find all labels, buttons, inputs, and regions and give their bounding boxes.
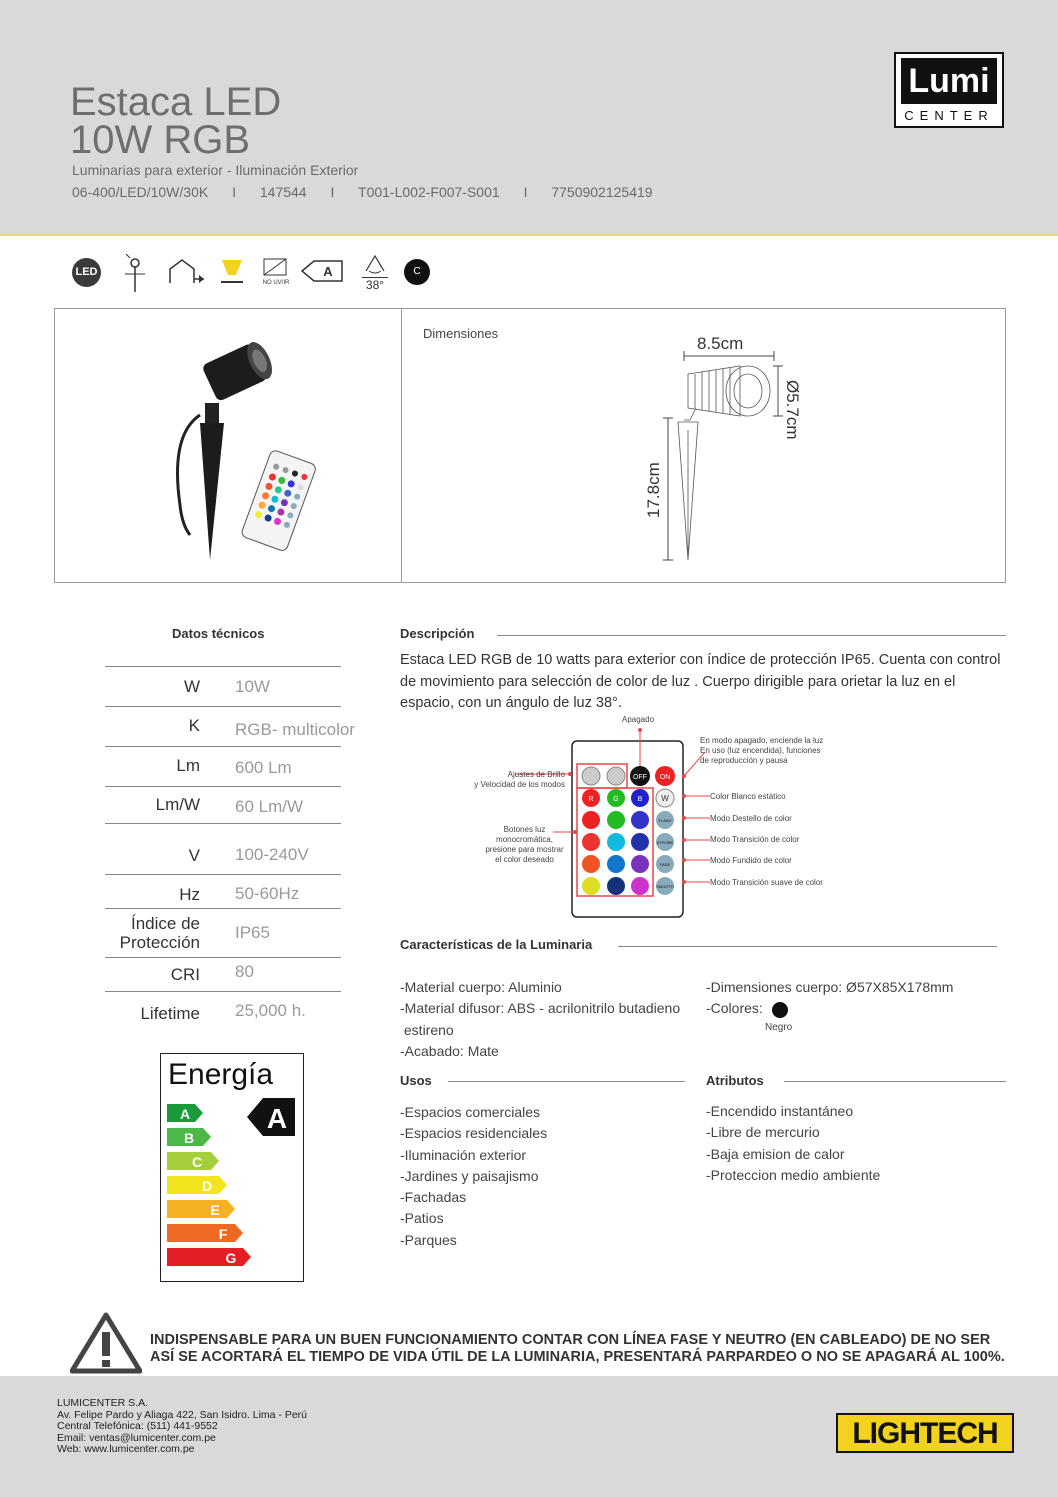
energy-class-label: D	[201, 1178, 213, 1194]
remote-label-apagado: Apagado	[622, 715, 655, 724]
caracteristicas-rule	[618, 946, 997, 947]
usos-item: -Iluminación exterior	[400, 1146, 527, 1163]
svg-text:NO UV/IR: NO UV/IR	[262, 280, 290, 286]
caract-colores-label: -Colores:	[706, 1000, 763, 1016]
footer-address: Av. Felipe Pardo y Aliaga 422, San Isidro. Lima - Perú	[57, 1408, 307, 1421]
spec-key-v: V	[188, 846, 200, 865]
usos-item: -Espacios comerciales	[400, 1104, 541, 1120]
svg-text:ON: ON	[659, 774, 671, 781]
no-uv-ir-icon	[262, 257, 290, 287]
dimension-height: 17.8cm	[644, 462, 663, 518]
footer-web[interactable]: Web: www.lumicenter.com.pe	[57, 1443, 195, 1455]
energy-rating-arrow	[245, 1096, 297, 1138]
energy-bar-e	[167, 1200, 235, 1218]
spec-value-lm: 600 Lm	[235, 758, 292, 777]
spec-divider	[105, 908, 341, 909]
spec-key-w: W	[183, 677, 200, 696]
spec-key-ip: Índice de Protección	[119, 914, 200, 952]
lumicenter-logo	[894, 52, 1004, 128]
color-name: Negro	[765, 1022, 793, 1033]
footer-company: LUMICENTER S.A.	[57, 1397, 149, 1409]
product-codes	[72, 184, 671, 200]
spec-key-lifetime: Lifetime	[140, 1004, 200, 1023]
remote-label-ajustes: Ajustes de Brillo y Velocidad de los modos	[474, 770, 565, 789]
dimensions-heading: Dimensiones	[423, 326, 499, 341]
energy-class-label: B	[183, 1130, 195, 1146]
spec-value-ip: IP65	[235, 923, 270, 942]
spec-divider	[105, 706, 341, 707]
downlight-icon	[218, 257, 246, 287]
spec-key-cri: CRI	[170, 965, 200, 984]
remote-label-fundido: Modo Fundido de color	[710, 856, 792, 865]
descripcion-text: Estaca LED RGB de 10 watts para exterior con índice de protección IP65. Cuenta con control de movimiento para selección de color de luz . Cuerpo dirigible para orietar la luz en el espacio, con un ángulo de luz 38°.	[400, 652, 1001, 711]
caracteristicas-left	[400, 977, 680, 1062]
svg-text:A: A	[323, 264, 333, 279]
usos-item: -Espacios residenciales	[400, 1125, 548, 1142]
code-model: 06-400/LED/10W/30K	[72, 184, 209, 200]
svg-text:SMOOTH: SMOOTH	[656, 884, 674, 889]
usos-item: -Jardines y paisajismo	[400, 1167, 539, 1184]
spec-value-w: 10W	[235, 677, 270, 696]
usos-rule	[448, 1081, 685, 1082]
remote-leader-lines	[515, 732, 710, 892]
spec-key-lm: Lm	[176, 756, 200, 775]
spec-divider	[105, 823, 341, 824]
code-sep: I	[232, 184, 236, 200]
caracteristicas-heading: Características de la Luminaria	[400, 937, 593, 952]
energy-class-a-icon	[300, 259, 344, 283]
beam-angle-icon	[360, 253, 390, 275]
caract-item: -Material cuerpo: Aluminio	[400, 979, 562, 995]
svg-text:FADE: FADE	[659, 862, 671, 867]
logo-center: CENTER	[904, 108, 994, 123]
footer-email[interactable]: Email: ventas@lumicenter.com.pe	[57, 1431, 216, 1444]
warning-text: INDISPENSABLE PARA UN BUEN FUNCIONAMIENTO CONTAR CON LÍNEA FASE Y NEUTRO (EN CABLEADO) DE NO SER ASÍ SE ACORTARÁ EL TIEMPO DE VIDA ÚTIL DE LA LUMINARIA, PRESENTARÁ PARPARDEO O NO SE APAGARÁ AL 100%.	[150, 1332, 1005, 1365]
energy-class-label: A	[179, 1106, 191, 1122]
dimension-diameter: Ø5.7cm	[783, 380, 802, 440]
caract-dimensions: -Dimensiones cuerpo: Ø57X85X178mm	[706, 979, 954, 995]
usos-item: -Parques	[400, 1231, 457, 1248]
energy-class-label: E	[210, 1202, 220, 1218]
spec-divider	[105, 874, 341, 875]
svg-text:R: R	[588, 796, 594, 803]
svg-text:G: G	[613, 796, 619, 803]
lightech-logo	[836, 1413, 1014, 1453]
outdoor-house-icon	[166, 257, 206, 287]
spec-key-k: K	[188, 716, 200, 735]
atributos-item: -Libre de mercurio	[706, 1124, 820, 1141]
descripcion-rule	[497, 635, 1006, 636]
energy-class-label: G	[225, 1250, 237, 1266]
svg-text:OFF: OFF	[633, 774, 647, 781]
code-sku: 147544	[259, 184, 307, 200]
code-sep: I	[330, 184, 335, 200]
svg-text:FLASH: FLASH	[658, 818, 672, 823]
product-title-line1: Estaca LED	[70, 80, 282, 124]
footer-phone: Central Telefónica: (511) 441-9552	[57, 1420, 218, 1432]
energy-class-label: F	[218, 1226, 228, 1242]
spec-value-lifetime: 25,000 h.	[235, 1001, 306, 1020]
code-category: T001-L002-F007-S001	[358, 184, 500, 200]
atributos-item: -Encendido instantáneo	[706, 1103, 854, 1119]
atributos-rule	[784, 1081, 1006, 1082]
atributos-item: -Proteccion medio ambiente	[706, 1166, 881, 1183]
remote-label-encendido: En modo apagado, enciende la luz En uso (luz encendida), funciones de reproducción y pausa	[700, 736, 824, 765]
logo-lumi: Lumi	[901, 58, 997, 104]
spec-divider	[105, 786, 341, 787]
product-subtitle: Luminarias para exterior - Iluminación Exterior	[72, 162, 359, 178]
energy-class-label: C	[191, 1154, 203, 1170]
usos-item: -Patios	[400, 1210, 444, 1227]
color-black-icon: C	[404, 259, 430, 285]
datos-heading: Datos técnicos	[172, 626, 265, 641]
energy-bar-g	[167, 1248, 251, 1266]
remote-label-transicion: Modo Transición de color	[710, 835, 800, 844]
remote-label-botones: Botones luz monocromática, presione para mostrar el color deseado	[485, 825, 564, 864]
spec-value-lmw: 60 Lm/W	[235, 797, 304, 816]
svg-text:A: A	[266, 1103, 288, 1134]
energy-bar-f	[167, 1224, 243, 1242]
footer-contact	[57, 1398, 307, 1456]
usos-item: -Fachadas	[400, 1189, 467, 1206]
atributos-list	[706, 1101, 880, 1186]
color-swatch-negro	[772, 1002, 788, 1018]
spec-value-hz: 50-60Hz	[235, 884, 300, 903]
remote-label-blanco: Color Blanco estático	[710, 792, 786, 801]
product-title-line2: 10W RGB	[70, 118, 251, 162]
spec-value-v: 100-240V	[235, 845, 309, 864]
usos-list	[400, 1102, 547, 1251]
code-barcode: 7750902125419	[551, 184, 653, 200]
descripcion-heading: Descripción	[400, 626, 475, 641]
caract-item: estireno	[400, 1021, 454, 1038]
caract-item: -Material difusor: ABS - acrilonitrilo butadieno	[400, 1000, 681, 1017]
caract-item: -Acabado: Mate	[400, 1042, 499, 1059]
spec-key-lmw: Lm/W	[155, 795, 200, 814]
image-box-divider	[401, 308, 402, 583]
led-badge-icon: LED	[72, 258, 101, 287]
remote-label-suave: Modo Transición suave de color	[710, 878, 823, 887]
svg-text:W: W	[661, 794, 669, 803]
product-photo	[160, 335, 330, 565]
atributos-item: -Baja emision de calor	[706, 1145, 845, 1162]
spec-divider	[105, 957, 341, 958]
spec-value-k: RGB- multicolor	[235, 720, 355, 739]
header-divider	[0, 234, 1058, 236]
lightech-text: LIGHTECH	[852, 1417, 998, 1450]
warning-icon	[70, 1312, 142, 1374]
spec-key-hz: Hz	[179, 885, 200, 904]
energy-label	[160, 1053, 304, 1282]
spec-value-cri: 80	[235, 962, 254, 981]
remote-label-destello: Modo Destello de color	[710, 814, 792, 823]
stake-light-icon	[120, 254, 150, 294]
svg-text:STROBE: STROBE	[656, 840, 674, 845]
atributos-heading: Atributos	[706, 1073, 764, 1088]
beam-angle-value: 38°	[362, 277, 388, 292]
energy-title: Energía	[168, 1058, 274, 1091]
energy-bar-d	[167, 1176, 227, 1194]
code-sep: I	[523, 184, 528, 200]
spec-divider	[105, 666, 341, 667]
dimension-width: 8.5cm	[697, 334, 744, 353]
spec-divider	[105, 991, 341, 992]
spec-divider	[105, 746, 341, 747]
svg-text:B: B	[637, 796, 643, 803]
usos-heading: Usos	[400, 1073, 432, 1088]
